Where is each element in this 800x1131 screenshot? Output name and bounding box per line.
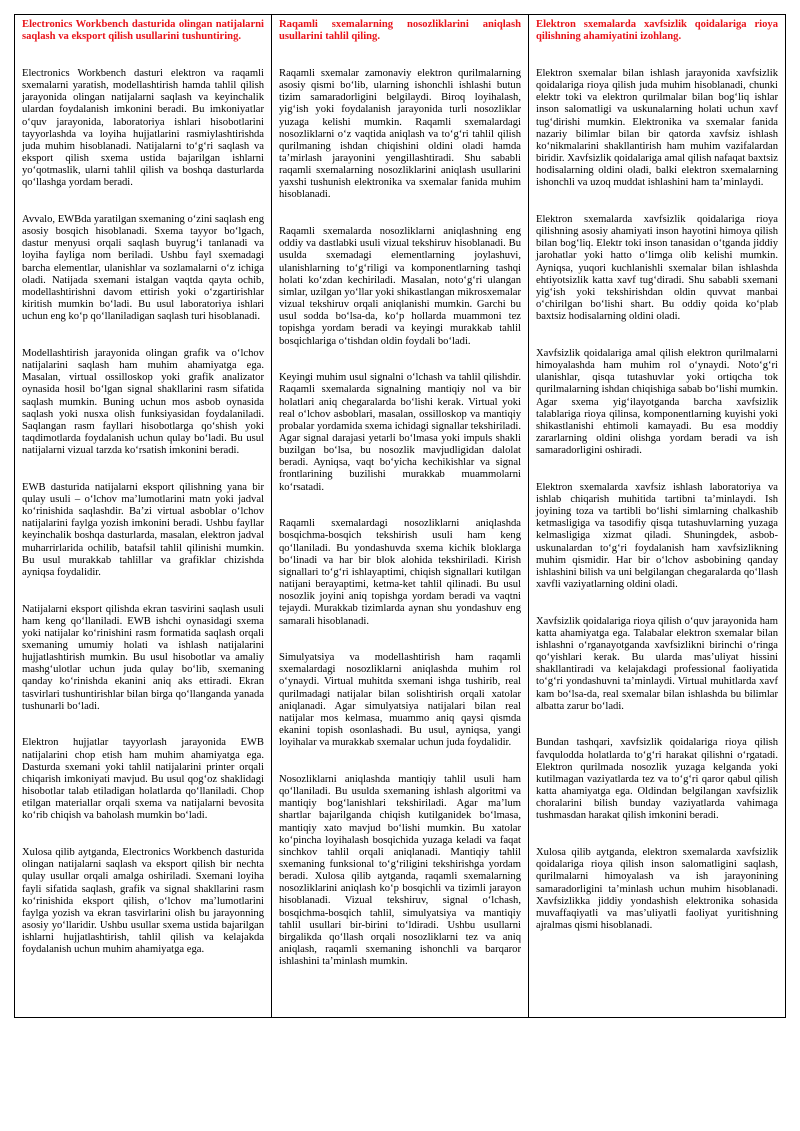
column-2-paragraph-2: Raqamli sxemalarda nosozliklarni aniqlashning eng oddiy va dastlabki usuli vizual tekshiruv hisoblanadi. Bu usulda sxemadagi elementlarning joylashuvi, ulanishlarning to‘g‘riligi va komponentlarning tashqi holati ko‘zdan kechiriladi. Masalan, noto‘g‘ri ulangan simlar, uzilgan yo‘llar yoki shikastlangan mikrosxemalar vizual tekshiruv orqali aniqlanishi mumkin. Garchi bu usul sodda bo‘lsa-da, ko‘p hollarda muammoni tez topishga yordam beradi va keyingi murakkab tahlil bosqichlariga o‘tishdan oldin foydali bo‘ladi. — [279, 226, 521, 347]
column-1-title: Electronics Workbench dasturida olingan natijalarni saqlash va eksport qilish usullarini tushuntiring. — [22, 19, 264, 43]
column-2-paragraph-4: Raqamli sxemalardagi nosozliklarni aniqlashda bosqichma-bosqich tekshirish usuli ham keng qo‘llaniladi. Bu yondashuvda sxema kichik bloklarga bo‘linadi va har bir blok alohida tekshiriladi. Kirish signallari to‘g‘ri ishlayaptimi, chiqish signallari kutilgan natijani berayaptimi, ketma-ket tahlil qilinadi. Bu usul nosozlik joyini aniq topishga yordam beradi va vaqtni tejaydi. Murakkab tizimlarda aynan shu yondashuv eng samarali hisoblanadi. — [279, 518, 521, 627]
column-3-paragraph-6: Bundan tashqari, xavfsizlik qoidalariga rioya qilish favqulodda holatlarda to‘g‘ri harakat qilishni o‘rgatadi. Elektron qurilmada nosozlik yuzaga kelganda yoki kutilmagan vaziyatlarda tez va to‘g‘ri qaror qabul qilish katta ahamiyatga ega. Oldindan belgilangan xavfsizlik choralarini bilish bunday vaziyatlarda vahimaga tushmasdan harakat qilish imkonini beradi. — [536, 737, 778, 822]
column-2-paragraph-6: Nosozliklarni aniqlashda mantiqiy tahlil usuli ham qo‘llaniladi. Bu usulda sxemaning ishlash algoritmi va mantiqiy bog‘lanishlari tekshiriladi. Agar ma’lum shartlar bajarilganda chiqish kutilganidek bo‘lmasa, mantiqiy xato mavjud bo‘lishi mumkin. Bu xatolar ko‘pincha loyihalash bosqichida yuzaga keladi va faqat sinchkov tahlil orqali aniqlanadi. Mantiqiy tahlil sxemaning funksional to‘g‘riligini tekshirishga yordam beradi. Xulosa qilib aytganda, raqamli sxemalarning nosozliklarini aniqlash ko‘p bosqichli va tizimli jarayon hisoblanadi. Vizual tekshiruv, signal o‘lchash, bosqichma-bosqich tahlil, simulyatsiya va mantiqiy tahlil usullari bir-birini to‘ldiradi. Ushbu usullarni birgalikda qo‘llash orqali nosozliklarni tez va aniq aniqlash, raqamli sxemaning ishonchli va barqaror ishlashini ta’minlash mumkin. — [279, 773, 521, 968]
column-3-paragraph-5: Xavfsizlik qoidalariga rioya qilish o‘quv jarayonida ham katta ahamiyatga ega. Talabalar elektron sxemalar bilan ishlashni o‘rganayotganda xavfsizlikni birinchi o‘ringa qo‘yishlari kerak. Bu ularda mas’uliyat hissini shakllantiradi va kelajakdagi professional faoliyatida to‘g‘ri yondashuvni ta’minlaydi. Virtual muhitlarda xavf kam bo‘lsa-da, real sxemalar bilan ishlashda bu bilimlar albatta zarur bo‘ladi. — [536, 615, 778, 712]
column-1 — [15, 15, 272, 1018]
column-1-paragraph-5: Natijalarni eksport qilishda ekran tasvirini saqlash usuli ham keng qo‘llaniladi. EWB ishchi oynasidagi sxema yoki natijalar ko‘rinishini rasm formatida saqlash orqali sxemaning umumiy holati va ishlash natijalarini hujjatlashtirish mumkin. Bu usul hisobotlar va amaliy mashg‘ulotlar uchun juda qulay bo‘lib, sxemaning qanday ko‘rinishda ekanini aniq aks ettiradi. Ekran tasvirlari tushuntirishlar bilan birga qo‘llanganda yanada tushunarli bo‘ladi. — [22, 603, 264, 712]
column-3-title: Elektron sxemalarda xavfsizlik qoidalariga rioya qilishning ahamiyatini izohlang. — [536, 19, 778, 43]
column-2-paragraph-3: Keyingi muhim usul signalni o‘lchash va tahlil qilishdir. Raqamli sxemalarda signalning mantiqiy nol va bir holatlari aniq chegaralarda bo‘lishi kerak. Virtual yoki real o‘lchov asboblari, masalan, ossilloskop va mantiqiy probalar yordamida sxema ichidagi signallar tekshiriladi. Agar signal darajasi yetarli bo‘lmasa yoki impuls shakli buzilgan bo‘lsa, bu nosozlik mavjudligidan dalolat beradi. Ayniqsa, vaqt bo‘yicha kechikishlar va signal frontlarining buzilishi murakkab muammolarni ko‘rsatadi. — [279, 372, 521, 493]
column-3-paragraph-3: Xavfsizlik qoidalariga amal qilish elektron qurilmalarni himoyalashda ham muhim rol o‘ynaydi. Noto‘g‘ri ulanishlar, qisqa tutashuvlar yoki ortiqcha tok qurilmalarning ishdan chiqishiga sabab bo‘lishi mumkin. Agar sxema yig‘ilayotganda barcha xavfsizlik talablariga rioya qilinsa, komponentlarning kuyishi yoki shikastlanishi ehtimoli kamayadi. Bu esa moddiy zararlarning oldini olishga yordam beradi va ish samaradorligini oshiradi. — [536, 347, 778, 457]
column-3 — [529, 15, 786, 1018]
column-2 — [272, 15, 529, 1018]
column-1-paragraph-2: Avvalo, EWBda yaratilgan sxemaning o‘zini saqlash eng asosiy bosqich hisoblanadi. Sxema tayyor bo‘lgach, dastur menyusi orqali saqlash buyrug‘i tanlanadi va loyiha fayliga nom beriladi. Ushbu fayl sxemadagi barcha elementlar, ulanishlar va sozlamalarni o‘z ichiga oladi. Natijada sxemani istalgan vaqtda qayta ochib, modellashtirishni davom ettirish yoki o‘zgartirishlar kiritish mumkin bo‘ladi. Bu usul laboratoriya ishlari uchun eng ko‘p qo‘llaniladigan saqlash turi hisoblanadi. — [22, 213, 264, 323]
column-3-paragraph-2: Elektron sxemalarda xavfsizlik qoidalariga rioya qilishning asosiy ahamiyati inson hayotini himoya qilish bilan bog‘liq. Elektr toki inson tanasidan o‘tganda jiddiy jarohatlar yoki hatto o‘limga olib kelishi mumkin. Ayniqsa, yuqori kuchlanishli sxemalar bilan ishlashda ehtiyotsizlik katta xavf tug‘diradi. Shu sababli sxemani yig‘ish yoki tekshirishdan oldin quvvat manbai o‘chirilgan bo‘lishi shart. Bu oddiy qoida ko‘plab baxtsiz hodisalarning oldini oladi. — [536, 213, 778, 323]
column-3-paragraph-1: Elektron sxemalar bilan ishlash jarayonida xavfsizlik qoidalariga rioya qilish juda muhim hisoblanadi, chunki elektr toki va elektron qurilmalar bilan bog‘liq ishlar inson salomatligi va uskunalarning holati uchun xavf tug‘dirishi mumkin. Elektronika va sxemalar fanida nazariy bilimlar bilan bir qatorda xavfsiz ishlash ko‘nikmalarini shakllantirish ham muhim vazifalardan biridir. Xavfsizlik qoidalariga amal qilish nafaqat baxtsiz hodisalarning oldini oladi, balki elektron sxemalarning ishonchli va uzoq muddat ishlashini ham ta’minlaydi. — [536, 67, 778, 189]
column-1-paragraph-7: Xulosa qilib aytganda, Electronics Workbench dasturida olingan natijalarni saqlash va eksport qilish bir nechta qulay usullar orqali amalga oshiriladi. Sxemani loyiha fayli sifatida saqlash, grafik va signal shakllarini rasm ko‘rinishida eksport qilish, o‘lchov ma’lumotlarini faylga yozish va ekran tasvirlarini olish bu jarayonning asosiy yo‘llaridir. Ushbu usullar sxema ustida bajarilgan ishlarni hujjatlashtirish, tahlil qilish va kelajakda foydalanish uchun muhim ahamiyatga ega. — [22, 847, 264, 956]
column-2-title: Raqamli sxemalarning nosozliklarini aniqlash usullarini tahlil qiling. — [279, 19, 521, 43]
column-1-paragraph-1: Electronics Workbench dasturi elektron va raqamli sxemalarni yaratish, modellashtirish hamda tahlil qilish jarayonida olingan natijalarni saqlash va keyinchalik ulardan foydalanish imkonini beradi. Bu imkoniyatlar o‘quv jarayonida, laboratoriya ishlari hisobotlarini tayyorlashda va loyiha hujjatlarini rasmiylashtirishda juda muhim hisoblanadi. Natijalarni to‘g‘ri saqlash va eksport qilish sxema ustida bajarilgan ishlarni yo‘qotmaslik, ularni tahlil qilish va boshqa dasturlarda qo‘llashga yordam beradi. — [22, 67, 264, 189]
column-2-paragraph-5: Simulyatsiya va modellashtirish ham raqamli sxemalardagi nosozliklarni aniqlashda muhim rol o‘ynaydi. Virtual muhitda sxemani ishga tushirib, real qurilmadagi natijalar bilan solishtirish orqali xatolar aniqlanadi. Agar simulyatsiya natijalari bilan real natijalar mos kelmasa, muammo aniq qaysi qismda ekanini topish osonlashadi. Bu usul, ayniqsa, yangi loyihalar va murakkab sxemalar uchun juda foydalidir. — [279, 652, 521, 749]
column-2-paragraph-1: Raqamli sxemalar zamonaviy elektron qurilmalarning asosiy qismi bo‘lib, ularning ishonchli ishlashi butun tizim samaradorligini belgilaydi. Biroq loyihalash, yig‘ish yoki foydalanish jarayonida turli nosozliklar yuzaga kelishi mumkin. Raqamli sxemalardagi nosozliklarni o‘z vaqtida aniqlash va to‘g‘ri tahlil qilish qurilmaning ishdan chiqishini oldini oladi hamda ta’mirlash jarayonini yengillashtiradi. Shu sababli raqamli sxemalarning nosozliklarini aniqlash usullarini yaxshi tushunish elektronika va sxemalar fanida muhim hisoblanadi. — [279, 67, 521, 201]
column-1-paragraph-3: Modellashtirish jarayonida olingan grafik va o‘lchov natijalarini saqlash ham muhim ahamiyatga ega. Masalan, virtual ossilloskop yoki grafik analizator oynasida hosil bo‘lgan signal shakllarini rasm sifatida saqlash mumkin. Buning uchun mos asbob oynasida saqlash yoki nusxa olish funksiyasidan foydalaniladi. Saqlangan rasm fayllari hisobotlarga qo‘shish yoki taqdimotlarda foydalanish uchun qulay bo‘ladi. Bu usul natijalarni vizual tarzda ko‘rsatish imkonini beradi. — [22, 347, 264, 457]
column-1-paragraph-6: Elektron hujjatlar tayyorlash jarayonida EWB natijalarini chop etish ham muhim ahamiyatga ega. Dasturda sxemani yoki tahlil natijalarini printer orqali chiqarish imkoniyati mavjud. Bu usul qog‘oz shaklidagi hisobotlar talab etiladigan holatlarda qo‘llaniladi. Chop etilgan materiallar orqali sxema va natijalarni bevosita ko‘rib chiqish va baholash mumkin bo‘ladi. — [22, 737, 264, 822]
document-table — [14, 14, 786, 1018]
table-row — [15, 15, 786, 1018]
column-3-paragraph-7: Xulosa qilib aytganda, elektron sxemalarda xavfsizlik qoidalariga rioya qilish inson salomatligini saqlash, qurilmalarni himoyalash va ish jarayonining samaradorligini ta’minlash uchun muhim hisoblanadi. Xavfsizlikka jiddiy yondashish elektronika sohasida muvaffaqiyatli va mas’uliyatli faoliyat yuritishning ajralmas qismi hisoblanadi. — [536, 847, 778, 931]
column-1-paragraph-4: EWB dasturida natijalarni eksport qilishning yana bir qulay usuli – o‘lchov ma’lumotlarini matn yoki jadval ko‘rinishida saqlashdir. Ba’zi virtual asboblar o‘lchov natijalarini faylga yozish imkonini beradi. Ushbu fayllar keyinchalik boshqa dasturlarda, masalan, elektron jadval muharrirlarida ochilib, batafsil tahlil qilinishi mumkin. Bu usul murakkab tahlillar va grafiklar chizishda ayniqsa foydalidir. — [22, 481, 264, 578]
column-3-paragraph-4: Elektron sxemalarda xavfsiz ishlash laboratoriya va ishlab chiqarish muhitida tartibni ta’minlaydi. Ish joyining toza va tartibli bo‘lishi simlarning chalkashib ketmasligiga va tasodifiy qisqa tutashuvlarning yuzaga kelmasligiga xizmat qiladi. Shuningdek, asbob-uskunalardan to‘g‘ri foydalanish ham xavfsizlikning muhim qismidir. Har bir o‘lchov asbobining qanday ishlashini bilish va uni belgilangan chegaralarda qo‘llash xavfli vaziyatlarning oldini oladi. — [536, 481, 778, 591]
